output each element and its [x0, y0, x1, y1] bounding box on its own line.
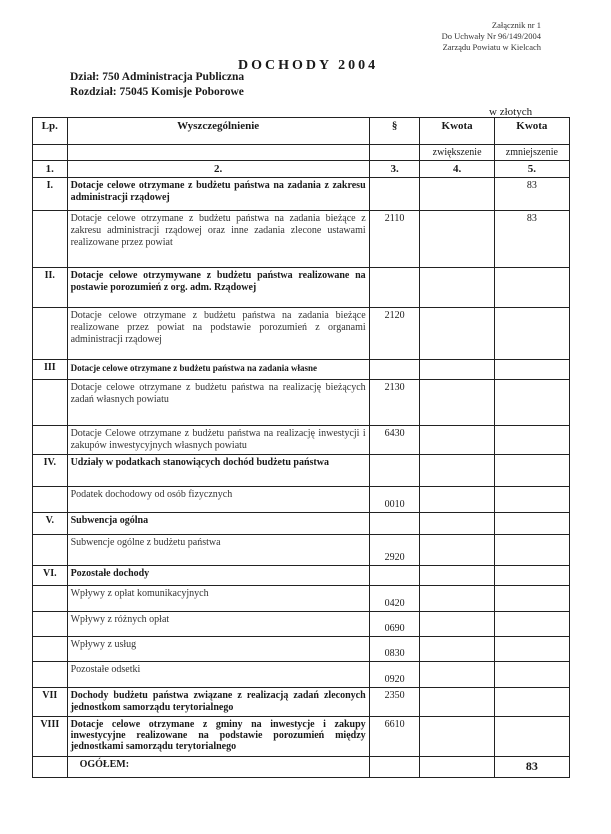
table-row — [33, 268, 570, 308]
attachment-line-1: Załącznik nr 1 — [491, 20, 541, 30]
column-number-row — [33, 161, 570, 178]
row-lp: III — [33, 360, 68, 380]
row-paragraph: 0010 — [369, 487, 420, 513]
table-row — [33, 717, 570, 757]
row-category: Dotacje celowe otrzymane z budżetu państwa na zadania własne — [67, 360, 369, 380]
row-paragraph: 2130 — [369, 380, 420, 426]
row-description: Podatek dochodowy od osób fizycznych — [67, 487, 369, 513]
table-row — [33, 487, 570, 513]
row-description: Wpływy z różnych opłat — [67, 612, 369, 637]
table-row — [33, 586, 570, 612]
table-row — [33, 688, 570, 717]
table-row — [33, 360, 570, 380]
header-decrease: zmniejszenie — [494, 145, 569, 161]
row-lp: VII — [33, 688, 68, 717]
table-row — [33, 308, 570, 360]
row-description: Dotacje Celowe otrzymane z budżetu państwa na realizację inwestycji i zakupów inwestycyjnych własnych powiatu — [67, 426, 369, 455]
table-row — [33, 662, 570, 688]
table-row — [33, 426, 570, 455]
row-paragraph: 2110 — [369, 211, 420, 268]
colnum-5: 5. — [494, 161, 569, 178]
row-lp: IV. — [33, 455, 68, 487]
section-info — [70, 70, 244, 100]
row-category: Udziały w podatkach stanowiących dochód budżetu państwa — [67, 455, 369, 487]
row-category: Dotacje celowe otrzymane z budżetu państwa na zadania z zakresu administracji rządowej — [67, 178, 369, 211]
table-row — [33, 380, 570, 426]
revenue-table — [32, 117, 570, 778]
colnum-2: 2. — [67, 161, 369, 178]
row-paragraph: 0920 — [369, 662, 420, 688]
row-category: Dochody budżetu państwa związane z realizacją zadań zleconych jednostkom samorządu terytorialnego — [67, 688, 369, 717]
row-paragraph: 6610 — [369, 717, 420, 757]
attachment-note — [442, 20, 541, 53]
table-row — [33, 566, 570, 586]
table-row — [33, 455, 570, 487]
row-description: Subwencje ogólne z budżetu państwa — [67, 535, 369, 566]
row-description: Dotacje celowe otrzymane z budżetu państwa na realizację bieżących zadań własnych powiatu — [67, 380, 369, 426]
total-label: OGÓŁEM: — [67, 757, 369, 778]
row-lp: VI. — [33, 566, 68, 586]
table-row — [33, 612, 570, 637]
colnum-4: 4. — [420, 161, 494, 178]
table-row — [33, 178, 570, 211]
table-header-row — [33, 118, 570, 145]
row-decrease-amount: 83 — [494, 211, 569, 268]
table-row — [33, 535, 570, 566]
row-description: Dotacje celowe otrzymane z budżetu państwa na zadania bieżące realizowane przez powiat na podstawie porozumień z organami administracji rządowej — [67, 308, 369, 360]
row-paragraph: 2120 — [369, 308, 420, 360]
document-title: DOCHODY 2004 — [238, 58, 379, 73]
row-category: Subwencja ogólna — [67, 513, 369, 535]
row-category: Pozostałe dochody — [67, 566, 369, 586]
table-row — [33, 211, 570, 268]
unit-label: w złotych — [489, 106, 533, 118]
header-paragraph: § — [369, 118, 420, 145]
row-paragraph: 2350 — [369, 688, 420, 717]
row-paragraph: 0830 — [369, 637, 420, 662]
row-decrease-amount: 83 — [494, 178, 569, 211]
row-paragraph: 0420 — [369, 586, 420, 612]
table-subheader-row — [33, 145, 570, 161]
dzial-line: Dział: 750 Administracja Publiczna — [70, 71, 245, 83]
row-lp: V. — [33, 513, 68, 535]
total-decrease-amount: 83 — [494, 757, 569, 778]
attachment-line-2: Do Uchwały Nr 96/149/2004 — [441, 31, 541, 41]
row-category: Dotacje celowe otrzymane z gminy na inwestycje i zakupy inwestycyjne realizowane na podstawie porozumień między jednostkami samorządu terytorialnego — [67, 717, 369, 757]
row-description: Pozostałe odsetki — [67, 662, 369, 688]
row-lp: I. — [33, 178, 68, 211]
header-description: Wyszczególnienie — [67, 118, 369, 145]
row-paragraph: 6430 — [369, 426, 420, 455]
row-category: Dotacje celowe otrzymywane z budżetu państwa realizowane na postawie porozumień z org. adm. Rządowej — [67, 268, 369, 308]
rozdzial-line: Rozdział: 75045 Komisje Poborowe — [70, 86, 244, 98]
header-lp: Lp. — [33, 118, 68, 145]
attachment-line-3: Zarządu Powiatu w Kielcach — [442, 42, 541, 52]
colnum-1: 1. — [33, 161, 68, 178]
table-row — [33, 637, 570, 662]
row-paragraph: 2920 — [369, 535, 420, 566]
colnum-3: 3. — [369, 161, 420, 178]
row-lp: VIII — [33, 717, 68, 757]
row-description: Wpływy z opłat komunikacyjnych — [67, 586, 369, 612]
row-paragraph: 0690 — [369, 612, 420, 637]
row-description: Dotacje celowe otrzymane z budżetu państwa na zadania bieżące z zakresu administracji rządowej oraz inne zadania zlecone ustawami realizowane przez powiat — [67, 211, 369, 268]
total-row — [33, 757, 570, 778]
row-description: Wpływy z usług — [67, 637, 369, 662]
row-lp: II. — [33, 268, 68, 308]
header-increase: zwiększenie — [420, 145, 494, 161]
header-amount-1: Kwota — [420, 118, 494, 145]
table-row — [33, 513, 570, 535]
header-amount-2: Kwota — [494, 118, 569, 145]
